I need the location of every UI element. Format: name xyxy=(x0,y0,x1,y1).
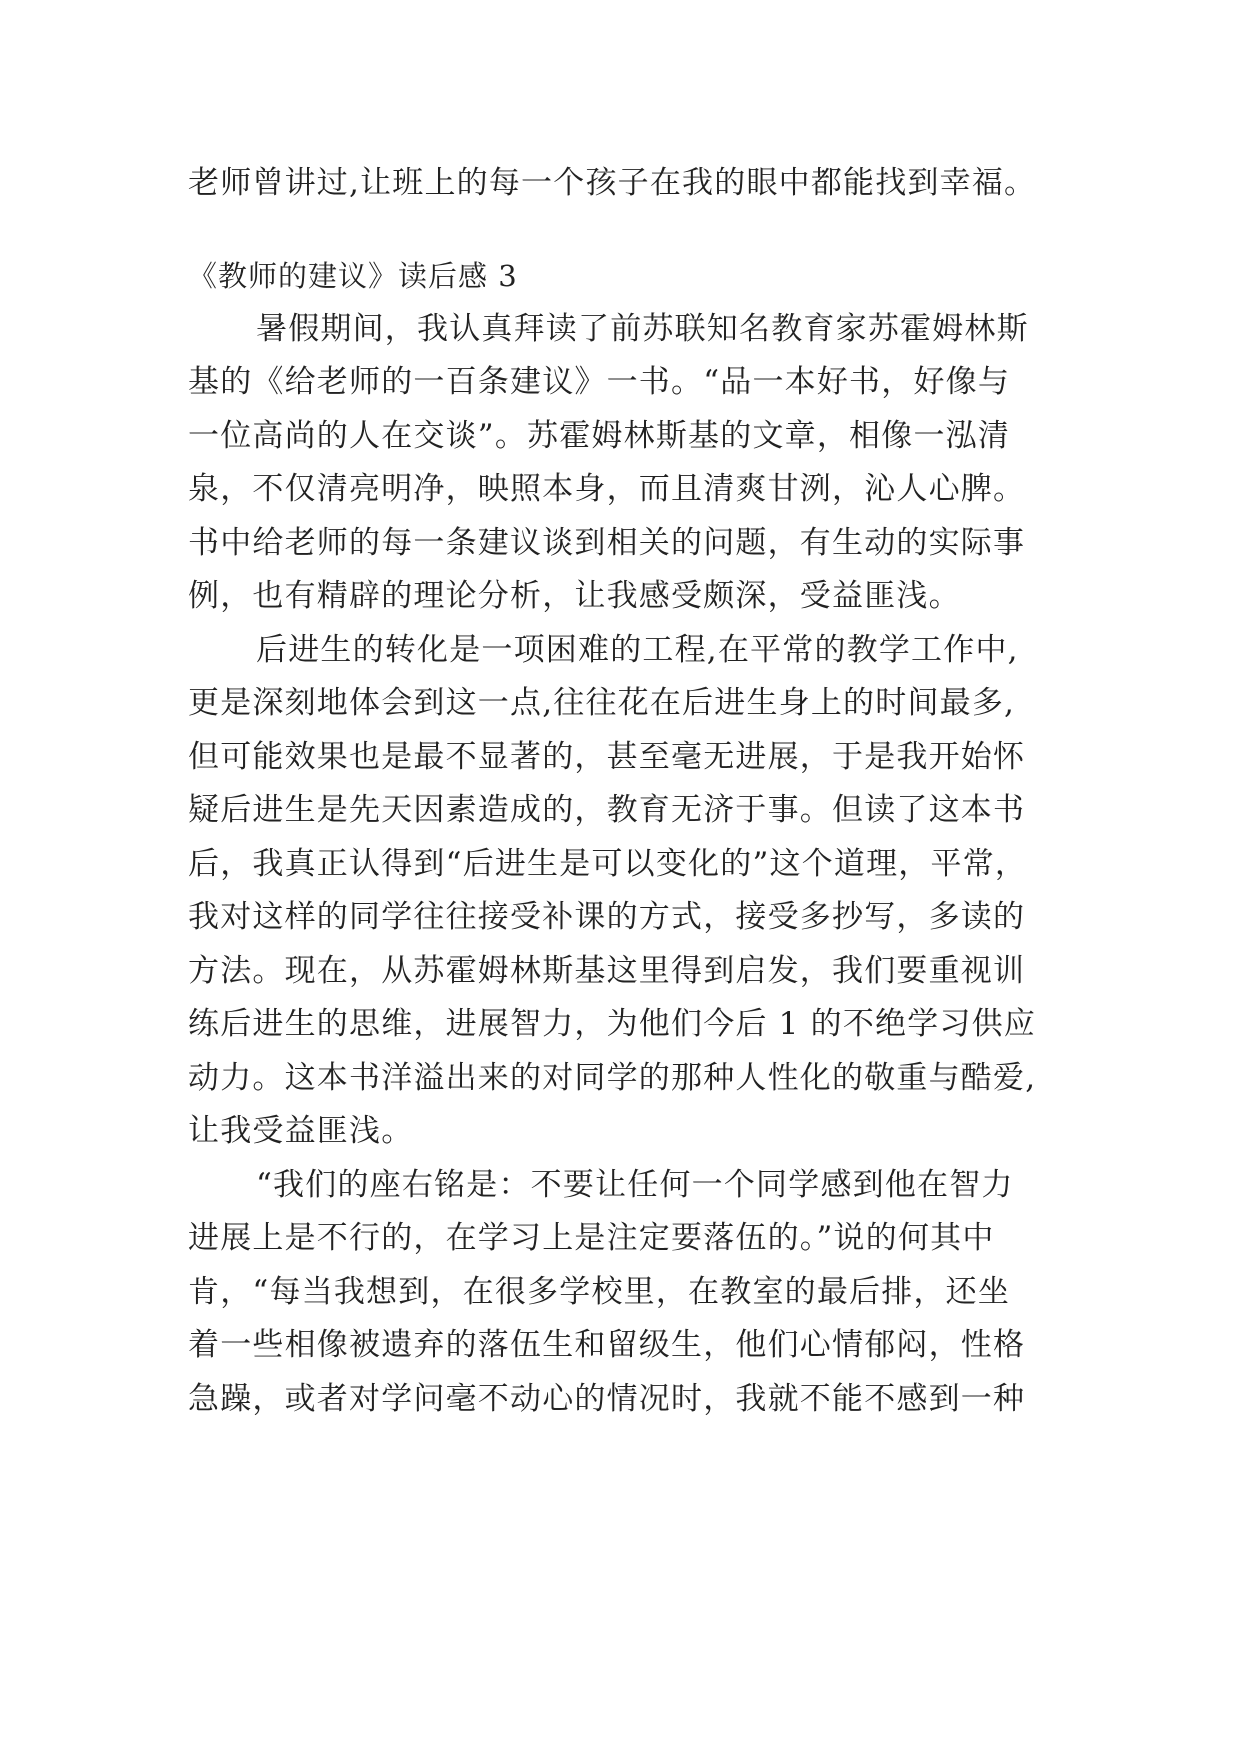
paragraph-line: 我对这样的同学往往接受补课的方式，接受多抄写，多读的 xyxy=(188,899,1026,935)
paragraph-line: 后，我真正认得到“后进生是可以变化的”这个道理，平常， xyxy=(188,846,1028,882)
paragraph-line: 进展上是不行的，在学习上是注定要落伍的。”说的何其中 xyxy=(188,1220,995,1256)
paragraph-line: 后进生的转化是一项困难的工程,在平常的教学工作中, xyxy=(256,632,1019,668)
paragraph-line: 疑后进生是先天因素造成的，教育无济于事。但读了这本书 xyxy=(188,792,1026,828)
paragraph-line: 练后进生的思维，进展智力，为他们今后 1 的不绝学习供应 xyxy=(188,1006,1037,1042)
paragraph-line: 肯，“每当我想到，在很多学校里，在教室的最后排，还坐 xyxy=(188,1274,1011,1310)
paragraph-line: 例，也有精辟的理论分析，让我感受颇深，受益匪浅。 xyxy=(188,578,961,614)
intro-line: 老师曾讲过,让班上的每一个孩子在我的眼中都能找到幸福。 xyxy=(188,165,1037,201)
paragraph-line: 暑假期间，我认真拜读了前苏联知名教育家苏霍姆林斯 xyxy=(256,311,1029,347)
paragraph-line: 急躁，或者对学问毫不动心的情况时，我就不能不感到一种 xyxy=(188,1381,1026,1417)
paragraph-line: “我们的座右铭是：不要让任何一个同学感到他在智力 xyxy=(256,1167,1014,1203)
paragraph-line: 泉，不仅清亮明净，映照本身，而且清爽甘洌，沁人心脾。 xyxy=(188,471,1026,507)
paragraph-line: 书中给老师的每一条建议谈到相关的问题，有生动的实际事 xyxy=(188,525,1026,561)
paragraph-line: 着一些相像被遗弃的落伍生和留级生，他们心情郁闷，性格 xyxy=(188,1327,1026,1363)
paragraph-line: 但可能效果也是最不显著的，甚至毫无进展，于是我开始怀 xyxy=(188,739,1026,775)
paragraph-line: 方法。现在，从苏霍姆林斯基这里得到启发，我们要重视训 xyxy=(188,953,1026,989)
section-heading: 《教师的建议》读后感 3 xyxy=(188,259,518,293)
paragraph-line: 让我受益匪浅。 xyxy=(188,1113,414,1149)
paragraph-line: 基的《给老师的一百条建议》一书。“品一本好书，好像与 xyxy=(188,364,1011,400)
paragraph-line: 动力。这本书洋溢出来的对同学的那种人性化的敬重与酷爱, xyxy=(188,1060,1037,1096)
paragraph-line: 更是深刻地体会到这一点,往往花在后进生身上的时间最多, xyxy=(188,685,1016,721)
paragraph-line: 一位高尚的人在交谈”。苏霍姆林斯基的文章，相像一泓清 xyxy=(188,418,1011,454)
